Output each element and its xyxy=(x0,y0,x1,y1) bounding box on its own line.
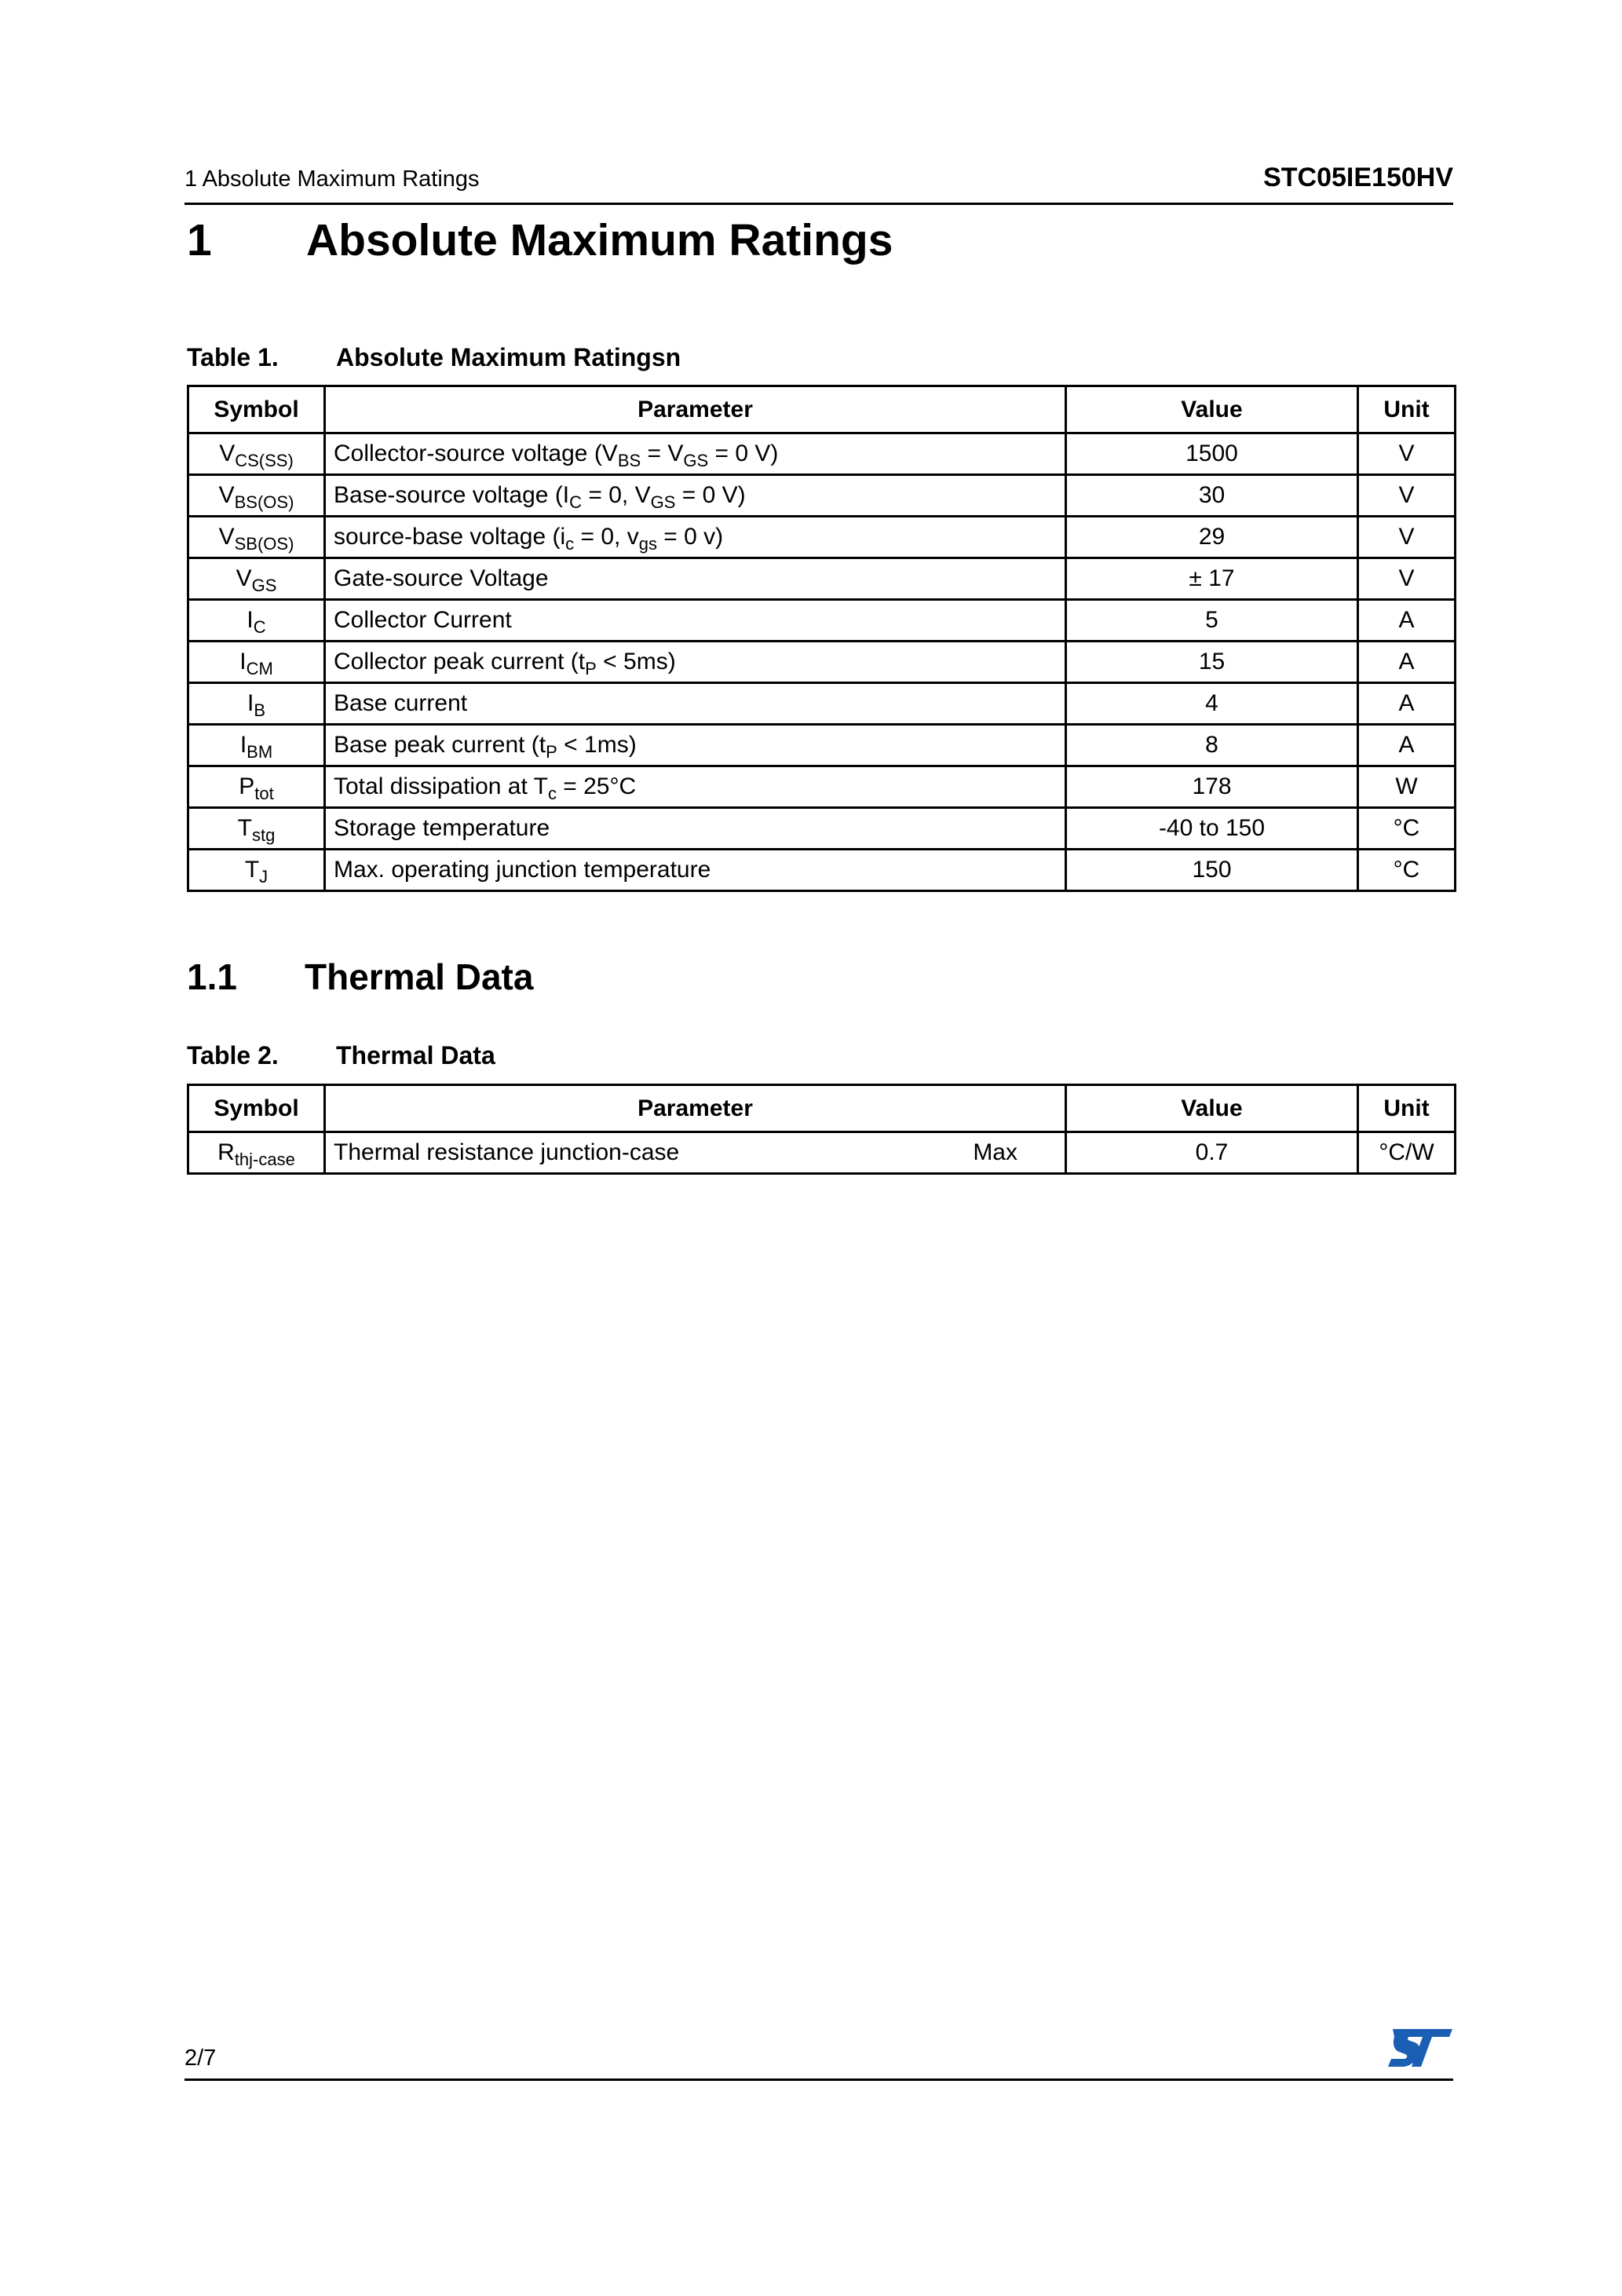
text-run: = 0 v) xyxy=(656,524,724,550)
subscript-text: P xyxy=(546,742,557,762)
subsection-heading xyxy=(187,956,533,998)
table-header-row xyxy=(188,1085,1456,1132)
unit-cell: A xyxy=(1358,683,1456,725)
parameter-cell xyxy=(325,600,1066,642)
subsection-title: Thermal Data xyxy=(305,956,534,997)
unit-cell: A xyxy=(1358,600,1456,642)
header-rule xyxy=(184,203,1453,205)
st-logo-icon xyxy=(1386,2027,1454,2070)
text-run: < 1ms) xyxy=(557,732,637,758)
table-row xyxy=(188,1132,1456,1174)
unit-cell: °C xyxy=(1358,808,1456,850)
text-run: Gate-source Voltage xyxy=(334,565,549,591)
parameter-cell xyxy=(325,808,1066,850)
symbol-cell xyxy=(188,725,325,766)
subscript-text: GS xyxy=(683,451,709,470)
symbol-cell xyxy=(188,475,325,517)
section-heading xyxy=(187,214,893,266)
table-row xyxy=(188,808,1456,850)
table-row xyxy=(188,433,1456,475)
unit-cell: A xyxy=(1358,642,1456,683)
table-row xyxy=(188,850,1456,891)
text-run: T xyxy=(237,815,252,841)
column-header-symbol: Symbol xyxy=(188,1085,325,1132)
parameter-cell xyxy=(325,683,1066,725)
value-cell: 4 xyxy=(1066,683,1358,725)
parameter-cell xyxy=(325,725,1066,766)
text-run: Total dissipation at T xyxy=(334,773,548,799)
text-run: Collector Current xyxy=(334,607,512,633)
running-header-part-number: STC05IE150HV xyxy=(1263,163,1453,192)
subsection-number: 1.1 xyxy=(187,956,237,997)
parameter-cell xyxy=(325,475,1066,517)
subscript-text: stg xyxy=(251,825,276,845)
value-cell: 1500 xyxy=(1066,433,1358,475)
table1-caption xyxy=(187,343,681,372)
parameter-cell xyxy=(325,766,1066,808)
subscript-text: GS xyxy=(650,492,676,512)
unit-cell: V xyxy=(1358,517,1456,558)
text-run: I xyxy=(239,732,247,758)
parameter-cell xyxy=(325,433,1066,475)
subscript-text: SB(OS) xyxy=(234,534,294,554)
table-header-row xyxy=(188,386,1456,433)
section-title: Absolute Maximum Ratings xyxy=(306,215,893,265)
text-run: P xyxy=(239,773,255,799)
unit-cell: W xyxy=(1358,766,1456,808)
section-number: 1 xyxy=(187,215,212,265)
text-run: T xyxy=(244,857,260,883)
table1-caption-number: Table 1. xyxy=(187,343,279,371)
subscript-text: P xyxy=(585,659,597,678)
subscript-text: BM xyxy=(247,742,273,762)
text-run: = 0, v xyxy=(574,524,639,550)
value-cell: 5 xyxy=(1066,600,1358,642)
unit-cell: V xyxy=(1358,475,1456,517)
table2-caption-title: Thermal Data xyxy=(336,1041,495,1069)
text-run: = 25°C xyxy=(556,773,637,799)
unit-cell: V xyxy=(1358,433,1456,475)
subscript-text: J xyxy=(259,867,269,887)
column-header-symbol: Symbol xyxy=(188,386,325,433)
symbol-cell xyxy=(188,683,325,725)
subscript-text: CS(SS) xyxy=(235,451,294,470)
text-run: = V xyxy=(641,441,684,466)
subscript-text: CM xyxy=(246,659,273,678)
column-header-unit: Unit xyxy=(1358,386,1456,433)
unit-cell: A xyxy=(1358,725,1456,766)
value-cell: 0.7 xyxy=(1066,1132,1358,1174)
column-header-parameter: Parameter xyxy=(325,1085,1066,1132)
table-row xyxy=(188,517,1456,558)
column-header-unit: Unit xyxy=(1358,1085,1456,1132)
text-run: Thermal resistance junction-case xyxy=(334,1139,680,1165)
unit-cell: °C xyxy=(1358,850,1456,891)
table-row xyxy=(188,725,1456,766)
value-cell: 150 xyxy=(1066,850,1358,891)
text-run: I xyxy=(239,649,247,675)
value-cell: ± 17 xyxy=(1066,558,1358,600)
parameter-cell xyxy=(325,558,1066,600)
symbol-cell xyxy=(188,600,325,642)
symbol-cell xyxy=(188,433,325,475)
subscript-text: BS xyxy=(617,451,641,470)
parameter-cell xyxy=(325,517,1066,558)
text-run: = 0 V) xyxy=(708,441,779,466)
text-run: V xyxy=(218,524,235,550)
table2-caption-number: Table 2. xyxy=(187,1041,279,1069)
symbol-cell xyxy=(188,517,325,558)
subscript-text: B xyxy=(254,700,266,720)
text-run: Collector peak current (t xyxy=(334,649,586,675)
text-run: Base peak current (t xyxy=(334,732,546,758)
symbol-cell xyxy=(188,766,325,808)
text-run: I xyxy=(247,607,254,633)
symbol-cell xyxy=(188,558,325,600)
symbol-cell xyxy=(188,850,325,891)
subscript-text: C xyxy=(253,617,266,637)
symbol-cell xyxy=(188,642,325,683)
subscript-text: GS xyxy=(251,576,277,595)
table-row xyxy=(188,683,1456,725)
subscript-text: c xyxy=(565,534,575,554)
text-run: Collector-source voltage (V xyxy=(334,441,618,466)
text-run: = 0 V) xyxy=(675,482,746,508)
text-run: Storage temperature xyxy=(334,815,550,841)
unit-cell: °C/W xyxy=(1358,1132,1456,1174)
text-run: V xyxy=(236,565,252,591)
text-run: source-base voltage (i xyxy=(334,524,566,550)
table2-caption xyxy=(187,1041,495,1070)
qualifier-label: Max xyxy=(973,1139,1017,1165)
value-cell: 29 xyxy=(1066,517,1358,558)
value-cell: -40 to 150 xyxy=(1066,808,1358,850)
table1-caption-title: Absolute Maximum Ratingsn xyxy=(336,343,681,371)
column-header-value: Value xyxy=(1066,386,1358,433)
value-cell: 15 xyxy=(1066,642,1358,683)
subscript-text: gs xyxy=(638,534,657,554)
table-row xyxy=(188,600,1456,642)
subscript-text: thj-case xyxy=(234,1150,295,1169)
unit-cell: V xyxy=(1358,558,1456,600)
parameter-cell xyxy=(325,1132,1066,1174)
running-header-section: 1 Absolute Maximum Ratings xyxy=(184,166,480,192)
parameter-cell xyxy=(325,642,1066,683)
table-row xyxy=(188,766,1456,808)
text-run: Base current xyxy=(334,690,468,716)
text-run: V xyxy=(218,482,235,508)
value-cell: 178 xyxy=(1066,766,1358,808)
table-row xyxy=(188,642,1456,683)
page-number: 2/7 xyxy=(184,2046,217,2071)
footer-rule xyxy=(184,2078,1453,2081)
symbol-cell xyxy=(188,1132,325,1174)
table-row xyxy=(188,558,1456,600)
text-run: = 0, V xyxy=(582,482,651,508)
subscript-text: C xyxy=(569,492,583,512)
column-header-value: Value xyxy=(1066,1085,1358,1132)
text-run: < 5ms) xyxy=(596,649,676,675)
thermal-data-table xyxy=(187,1084,1456,1175)
text-run: R xyxy=(217,1139,235,1165)
column-header-parameter: Parameter xyxy=(325,386,1066,433)
parameter-cell xyxy=(325,850,1066,891)
text-run: Max. operating junction temperature xyxy=(334,857,711,883)
text-run: I xyxy=(247,690,254,716)
absolute-maximum-ratings-table xyxy=(187,385,1456,892)
subscript-text: tot xyxy=(254,784,274,803)
symbol-cell xyxy=(188,808,325,850)
value-cell: 30 xyxy=(1066,475,1358,517)
text-run: V xyxy=(219,441,236,466)
subscript-text: BS(OS) xyxy=(234,492,294,512)
table-row xyxy=(188,475,1456,517)
subscript-text: c xyxy=(547,784,557,803)
text-run: Base-source voltage (I xyxy=(334,482,570,508)
value-cell: 8 xyxy=(1066,725,1358,766)
